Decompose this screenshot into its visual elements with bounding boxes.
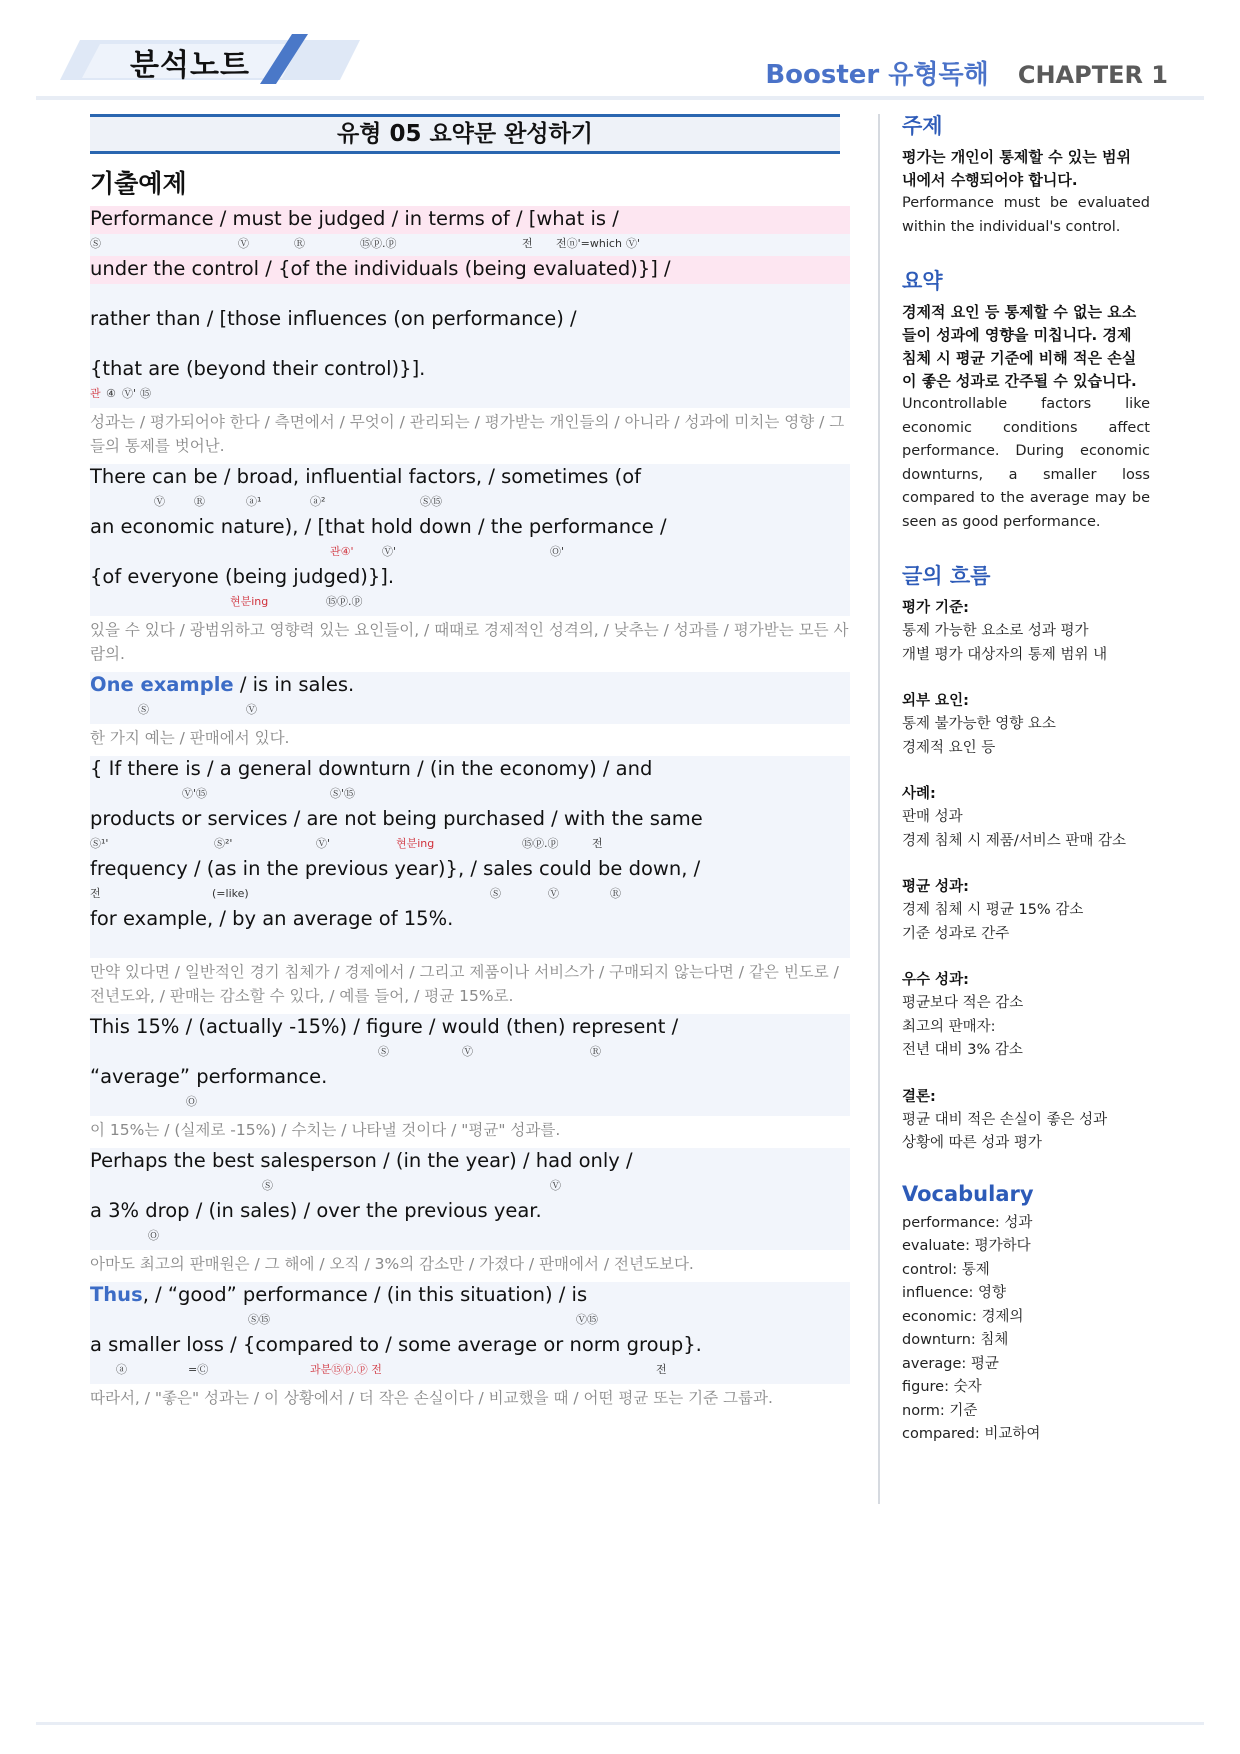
grammar-tag: 전: [656, 1363, 667, 1376]
grammar-tags: [90, 492, 850, 514]
grammar-tag: Ⓥ⑮: [576, 1313, 598, 1326]
vocab-item: performance: 성과: [902, 1214, 1033, 1231]
grammar-tag: Ⓥ: [462, 1045, 473, 1058]
korean-translation: 한 가지 예는 / 판매에서 있다.: [90, 724, 850, 756]
grammar-tag: Ⓢ: [490, 887, 501, 900]
grammar-tags: [90, 1226, 850, 1248]
flow-group-title: 외부 요인:: [902, 693, 969, 709]
english-line: rather than / [those influences (on performance) /: [90, 307, 577, 330]
grammar-tag: 현분ing: [230, 595, 269, 608]
korean-translation: 이 15%는 / (실제로 -15%) / 수치는 / 나타낼 것이다 / "평균" 성과를.: [90, 1116, 850, 1148]
english-line: [90, 672, 850, 700]
english-line: under the control / {of the individuals (being evaluated)}] /: [90, 256, 850, 284]
topic-korean: 평가는 개인이 통제할 수 있는 범위 내에서 수행되어야 합니다.: [902, 148, 1131, 189]
english-line: Performance / must be judged / in terms of / [what is /: [90, 206, 850, 234]
flow-heading: 글의 흐름: [902, 564, 991, 588]
grammar-tags: [90, 1092, 850, 1114]
grammar-tag: ⑮ⓟ.ⓟ: [326, 595, 363, 608]
flow-group: [902, 689, 1150, 760]
grammar-tag: Ⓥ: [246, 703, 257, 716]
discourse-marker: One example: [90, 673, 234, 696]
grammar-tags: [90, 234, 850, 256]
grammar-tag: Ⓥ': [122, 387, 137, 400]
grammar-tags: [90, 284, 850, 306]
vocab-item: downturn: 침체: [902, 1332, 1009, 1348]
type-title: 유형 05 요약문 완성하기: [90, 114, 840, 154]
vocab-section: [902, 1182, 1150, 1447]
grammar-tag: Ⓥ': [316, 837, 331, 850]
grammar-tag: ④: [106, 387, 116, 400]
flow-item: 통제 불가능한 영향 요소: [902, 716, 1056, 732]
vocab-item: economic: 경제의: [902, 1308, 1024, 1325]
header-divider: [36, 96, 1204, 100]
flow-item: 평균보다 적은 감소: [902, 995, 1024, 1011]
grammar-tag: Ⓢ²': [214, 837, 233, 850]
vocab-item: average: 평균: [902, 1355, 999, 1372]
grammar-tag: ⓐ²: [310, 495, 326, 508]
grammar-tag: Ⓡ: [590, 1045, 601, 1058]
grammar-tag: ⓐ: [116, 1363, 127, 1376]
grammar-tag: Ⓢ: [90, 237, 101, 250]
grammar-tag: Ⓡ: [194, 495, 205, 508]
english-line-rest: , / “good” performance / (in this situation) / is: [142, 1283, 588, 1306]
grammar-tag: Ⓥ': [626, 237, 641, 250]
grammar-tag: Ⓢ: [138, 703, 149, 716]
grammar-tag: ⑮ⓟ.ⓟ: [360, 237, 397, 250]
grammar-tag: Ⓢ: [378, 1045, 389, 1058]
grammar-tags: [90, 784, 850, 806]
sentence-block: [90, 1014, 850, 1116]
flow-group: [902, 782, 1150, 853]
flow-item: 경제 침체 시 평균 15% 감소: [902, 902, 1084, 918]
flow-group: [902, 875, 1150, 946]
flow-item: 개별 평가 대상자의 통제 범위 내: [902, 646, 1108, 663]
english-line: a smaller loss / {compared to / some average or norm group}.: [90, 1333, 702, 1356]
vocab-heading: Vocabulary: [902, 1181, 1034, 1206]
main-column: [90, 114, 850, 1416]
footer-divider: [36, 1722, 1204, 1725]
grammar-tag: 전: [522, 237, 533, 250]
grammar-tag: ⑮: [140, 387, 151, 400]
chapter-label: CHAPTER 1: [1017, 61, 1168, 89]
grammar-tag: =Ⓒ: [188, 1363, 209, 1376]
flow-item: 최고의 판매자:: [902, 1018, 996, 1035]
korean-translation: 성과는 / 평가되어야 한다 / 측면에서 / 무엇이 / 관리되는 / 평가받는 개인들의 / 아니라 / 성과에 미치는 영향 / 그들의 통제를 벗어난.: [90, 408, 850, 464]
grammar-tag: Ⓢ'⑮: [330, 787, 356, 800]
vocab-item: norm: 기준: [902, 1402, 978, 1419]
grammar-tag: 전: [90, 887, 101, 900]
grammar-tags: [90, 384, 850, 406]
flow-group-title: 평가 기준:: [902, 600, 969, 616]
grammar-tag: 관④': [330, 545, 354, 558]
grammar-tag: 전ⓝ'=which: [556, 237, 622, 250]
grammar-tag: 관: [90, 387, 101, 400]
sentence-block: [90, 672, 850, 724]
flow-group: [902, 596, 1150, 667]
grammar-tags: [90, 1360, 850, 1382]
grammar-tags: [90, 1042, 850, 1064]
grammar-tag: Ⓥ: [154, 495, 165, 508]
sentence-block: [90, 1148, 850, 1250]
grammar-tag: ⑮ⓟ.ⓟ: [522, 837, 559, 850]
english-line: an economic nature), / [that hold down / the performance /: [90, 515, 667, 538]
flow-group-title: 우수 성과:: [902, 972, 969, 988]
flow-section: [902, 560, 1150, 1156]
grammar-tag: Ⓥ'⑮: [182, 787, 208, 800]
topic-section: [902, 110, 1150, 239]
column-divider: [878, 114, 880, 1504]
sentence-block: [90, 1282, 850, 1384]
english-line: {that are (beyond their control)}].: [90, 357, 426, 380]
grammar-tag: Ⓢ¹': [90, 837, 109, 850]
korean-translation: 만약 있다면 / 일반적인 경기 침체가 / 경제에서 / 그리고 제품이나 서비스가 / 구매되지 않는다면 / 같은 빈도로 / 전년도와, / 판매는 감소할 수 있다, / 예를 들어, / 평균 15%로.: [90, 958, 850, 1014]
flow-item: 경제 침체 시 제품/서비스 판매 감소: [902, 832, 1127, 849]
grammar-tag: Ⓥ: [238, 237, 249, 250]
grammar-tag: Ⓡ: [610, 887, 621, 900]
discourse-marker: Thus: [90, 1283, 143, 1306]
grammar-tags: [90, 1176, 850, 1198]
grammar-tag: Ⓥ: [548, 887, 559, 900]
book-title: Booster 유형독해: [765, 60, 989, 90]
vocab-item: figure: 숫자: [902, 1379, 982, 1395]
grammar-tag: Ⓞ': [550, 545, 565, 558]
flow-item: 평균 대비 적은 손실이 좋은 성과: [902, 1111, 1108, 1128]
flow-group-title: 결론:: [902, 1088, 936, 1105]
topic-english: Performance must be evaluated within the individual's control.: [902, 195, 1150, 235]
grammar-tag: 과분⑮ⓟ.ⓟ 전: [310, 1363, 382, 1376]
exam-label: 기출예제: [90, 169, 187, 198]
grammar-tags: [90, 934, 850, 956]
flow-group: [902, 1085, 1150, 1156]
vocab-item: evaluate: 평가하다: [902, 1238, 1031, 1254]
english-line: a 3% drop / (in sales) / over the previous year.: [90, 1199, 542, 1222]
grammar-tag: 현분ing: [396, 837, 435, 850]
sidebar: [902, 110, 1150, 1473]
summary-korean: 경제적 요인 등 통제할 수 없는 요소들이 성과에 영향을 미칩니다. 경제 침체 시 평균 기준에 비해 적은 손실이 좋은 성과로 간주될 수 있습니다.: [902, 303, 1137, 390]
flow-group: [902, 968, 1150, 1063]
grammar-tag: ⓐ¹: [246, 495, 262, 508]
grammar-tags: [90, 834, 850, 856]
english-line: frequency / (as in the previous year)}, / sales could be down, /: [90, 857, 701, 880]
grammar-tags: [90, 542, 850, 564]
flow-group-title: 사례:: [902, 786, 936, 802]
korean-translation: 있을 수 있다 / 광범위하고 영향력 있는 요인들이, / 때때로 경제적인 성격의, / 낮추는 / 성과를 / 평가받는 모든 사람의.: [90, 616, 850, 672]
grammar-tags: [90, 334, 850, 356]
grammar-tag: (=like): [212, 887, 249, 900]
english-line: This 15% / (actually -15%) / figure / would (then) represent /: [90, 1015, 679, 1038]
grammar-tag: Ⓞ: [186, 1095, 197, 1108]
vocab-item: compared: 비교하여: [902, 1426, 1041, 1442]
english-line: Perhaps the best salesperson / (in the year) / had only /: [90, 1149, 633, 1172]
english-line: There can be / broad, influential factors, / sometimes (of: [90, 465, 641, 488]
english-line: [90, 1282, 850, 1310]
section-title: 분석노트: [130, 48, 250, 83]
grammar-tag: Ⓢ: [262, 1179, 273, 1192]
vocab-item: control: 통제: [902, 1261, 990, 1278]
flow-item: 전년 대비 3% 감소: [902, 1042, 1023, 1058]
english-line: { If there is / a general downturn / (in the economy) / and: [90, 757, 653, 780]
grammar-tag: Ⓡ: [294, 237, 305, 250]
flow-group-title: 평균 성과:: [902, 879, 969, 895]
sentence-block: [90, 464, 850, 616]
sentence-block: [90, 756, 850, 958]
chapter-header: [765, 54, 1168, 91]
flow-item: 기준 성과로 간주: [902, 925, 1010, 942]
grammar-tags: [90, 700, 850, 722]
grammar-tag: Ⓢ⑮: [420, 495, 442, 508]
summary-english: Uncontrollable factors like economic conditions affect performance. During economic downturns, a smaller loss compared to the average may be seen as good performance.: [902, 396, 1150, 530]
grammar-tag: Ⓥ: [550, 1179, 561, 1192]
english-line: for example, / by an average of 15%.: [90, 907, 454, 930]
flow-item: 상황에 따른 성과 평가: [902, 1135, 1042, 1151]
summary-heading: 요약: [902, 269, 943, 293]
summary-section: [902, 265, 1150, 534]
korean-translation: 아마도 최고의 판매원은 / 그 해에 / 오직 / 3%의 감소만 / 가졌다 / 판매에서 / 전년도보다.: [90, 1250, 850, 1282]
flow-item: 판매 성과: [902, 809, 963, 825]
grammar-tags: [90, 884, 850, 906]
vocab-item: influence: 영향: [902, 1285, 1007, 1301]
english-line-rest: / is in sales.: [233, 673, 355, 696]
grammar-tag: Ⓥ': [382, 545, 397, 558]
sentence-block: [90, 206, 850, 408]
english-line: products or services / are not being purchased / with the same: [90, 807, 703, 830]
grammar-tag: Ⓢ⑮: [248, 1313, 270, 1326]
grammar-tags: [90, 592, 850, 614]
english-line: “average” performance.: [90, 1065, 328, 1088]
english-line: {of everyone (being judged)}].: [90, 565, 395, 588]
korean-translation: 따라서, / "좋은" 성과는 / 이 상황에서 / 더 작은 손실이다 / 비교했을 때 / 어떤 평균 또는 기준 그룹과.: [90, 1384, 850, 1416]
grammar-tag: 전: [592, 837, 603, 850]
grammar-tags: [90, 1310, 850, 1332]
flow-item: 통제 가능한 요소로 성과 평가: [902, 623, 1089, 639]
topic-heading: 주제: [902, 114, 943, 138]
flow-item: 경제적 요인 등: [902, 739, 996, 756]
grammar-tag: Ⓞ: [148, 1229, 159, 1242]
